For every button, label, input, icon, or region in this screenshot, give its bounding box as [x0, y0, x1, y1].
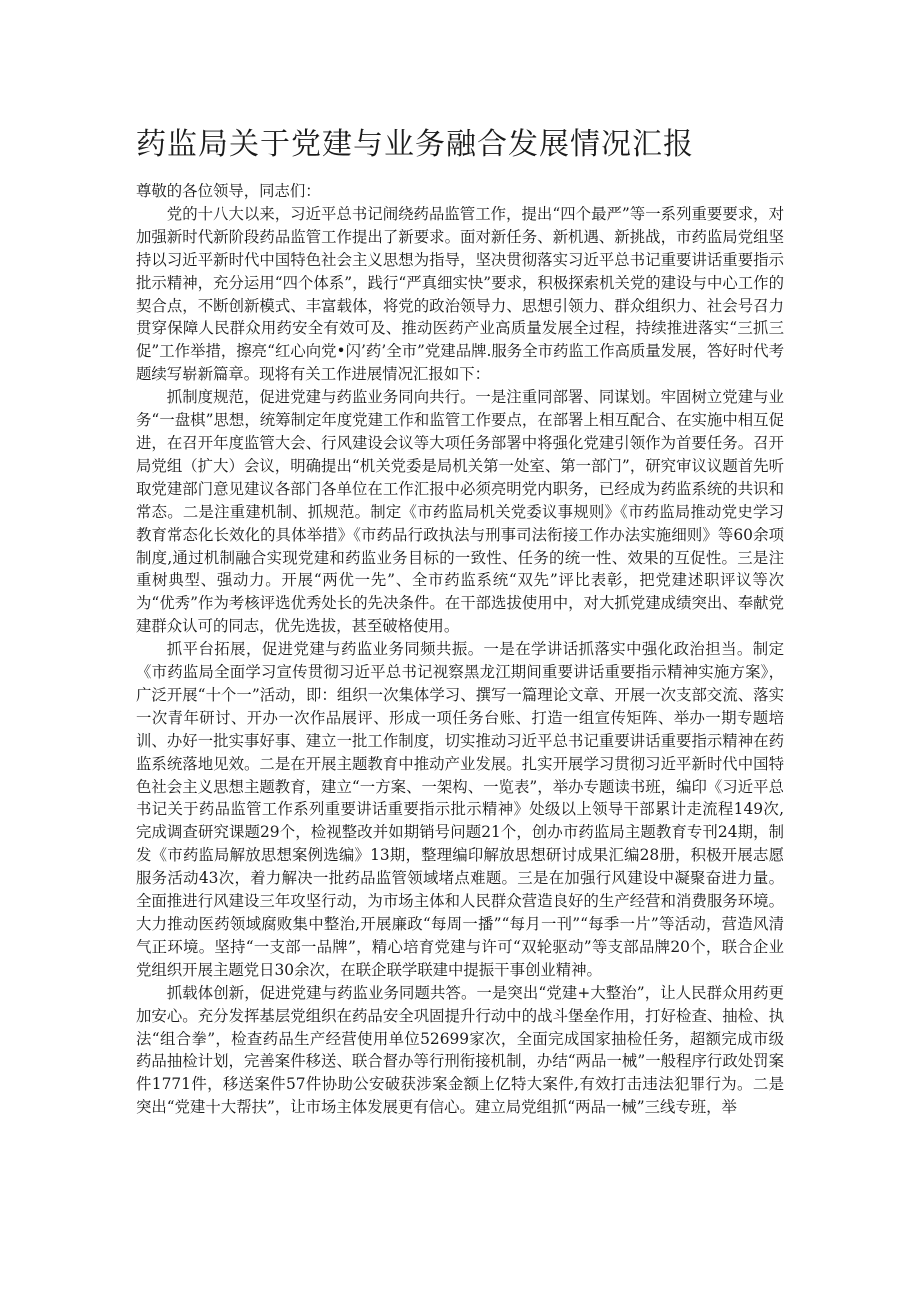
document-body	[136, 180, 784, 1119]
salutation: 尊敬的各位领导，同志们：	[136, 182, 321, 200]
paragraph-platform-expansion: 抓平台拓展，促进党建与药监业务同频共振。一是在学讲话抓落实中强化政治担当。制定《市药监局全面学习宣传贯彻习近平总书记视察黑龙江期间重要讲话重要指示精神实施方案》，广泛开展“十个一”活动，即：组织一次集体学习、撰写一篇理论文章、开展一次支部交流、落实一次青年研讨、开办一次作品展评、形成一项任务台账、打造一组宣传矩阵、举办一期专题培训、办好一批实事好事、建立一批工作制度，切实推动习近平总书记重要讲话重要指示精神在药监系统落地见效。二是在开展主题教育中推动产业发展。扎实开展学习贯彻习近平新时代中国特色社会主义思想主题教育，建立“一方案、一架构、一览表”，举办专题读书班，编印《习近平总书记关于药品监管工作系列重要讲话重要指示批示精神》处级以上领导干部累计走流程149次,完成调查研究课题29个，检视整改并如期销号问题21个，创办市药监局主题教育专刊24期，制发《市药监局解放思想案例选编》13期，整理编印解放思想研讨成果汇编28册，积极开展志愿服务活动43次，着力解决一批药品监管领域堵点难题。三是在加强行风建设中凝聚奋进力量。全面推进行风建设三年攻坚行动，为市场主体和人民群众营造良好的生产经营和消费服务环境。大力推动医药领域腐败集中整治,开展廉政“每周一播”“每月一刊”“每季一片”等活动，营造风清气正环境。坚持“一支部一品牌”，精心培育党建与许可“双轮驱动”等支部品牌20个，联合企业党组织开展主题党日30余次，在联企联学联建中提振干事创业精神。	[136, 640, 784, 979]
paragraph-system-norms: 抓制度规范，促进党建与药监业务同向共行。一是注重同部署、同谋划。牢固树立党建与业务“一盘棋”思想，统筹制定年度党建工作和监管工作要点，在部署上相互配合、在实施中相互促进，在召开年度监管大会、行风建设会议等大项任务部署中将强化党建引领作为首要任务。召开局党组（扩大）会议，明确提出“机关党委是局机关第一处室、第一部门”，研究审议议题首先听取党建部门意见建议各部门各单位在工作汇报中必须亮明党内职务，已经成为药监系统的共识和常态。二是注重建机制、抓规范。制定《市药监局机关党委议事规则》《市药监局推动党史学习教育常态化长效化的具体举措》《市药品行政执法与刑事司法衔接工作办法实施细则》等60余项制度,通过机制融合实现党建和药监业务目标的一致性、任务的统一性、效果的互促性。三是注重树典型、强动力。开展“两优一先”、全市药监系统“双先”评比表彰，把党建述职评议等次为“优秀”作为考核评选优秀处长的先决条件。在干部选拔使用中，对大抓党建成绩突出、奉献党建群众认可的同志，优先选拔，甚至破格使用。	[136, 388, 784, 636]
paragraph-carrier-innovation: 抓载体创新，促进党建与药监业务同题共答。一是突出“党建+大整治”，让人民群众用药更加安心。充分发挥基层党组织在药品安全巩固提升行动中的战斗堡垒作用，打好检查、抽检、执法“组合拳”，检查药品生产经营使用单位52699家次，全面完成国家抽检任务，超额完成市级药品抽检计划，完善案件移送、联合督办等行刑衔接机制，办结“两品一械”一般程序行政处罚案件1771件，移送案件57件协助公安破获涉案金额上亿特大案件,有效打击违法犯罪行为。二是突出“党建十大帮扶”，让市场主体发展更有信心。建立局党组抓“两品一械”三线专班，举	[136, 983, 784, 1117]
paragraph-intro: 党的十八大以来，习近平总书记闹绕药品监管工作，提出“四个最严”等一系列重要要求，对加强新时代新阶段药品监管工作提出了新要求。面对新任务、新机遇、新挑战，市药监局党组坚持以习近平新时代中国特色社会主义思想为指导，坚决贯彻落实习近平总书记重要讲话重要指示批示精神，充分运用“四个体系”，践行“严真细实快”要求，积极探索机关党的建设与中心工作的契合点，不断创新模式、丰富载体，将党的政治领导力、思想引领力、群众组织力、社会号召力贯穿保障人民群众用药安全有效可及、推动医药产业高质量发展全过程，持续推进落实“三抓三促”工作举措，擦亮“红心向党•闪’药’全市”党建品牌.服务全市药监工作高质量发展，答好时代考题续写崭新篇章。现将有关工作进展情况汇报如下：	[136, 204, 784, 384]
document-title: 药监局关于党建与业务融合发展情况汇报	[136, 127, 694, 162]
